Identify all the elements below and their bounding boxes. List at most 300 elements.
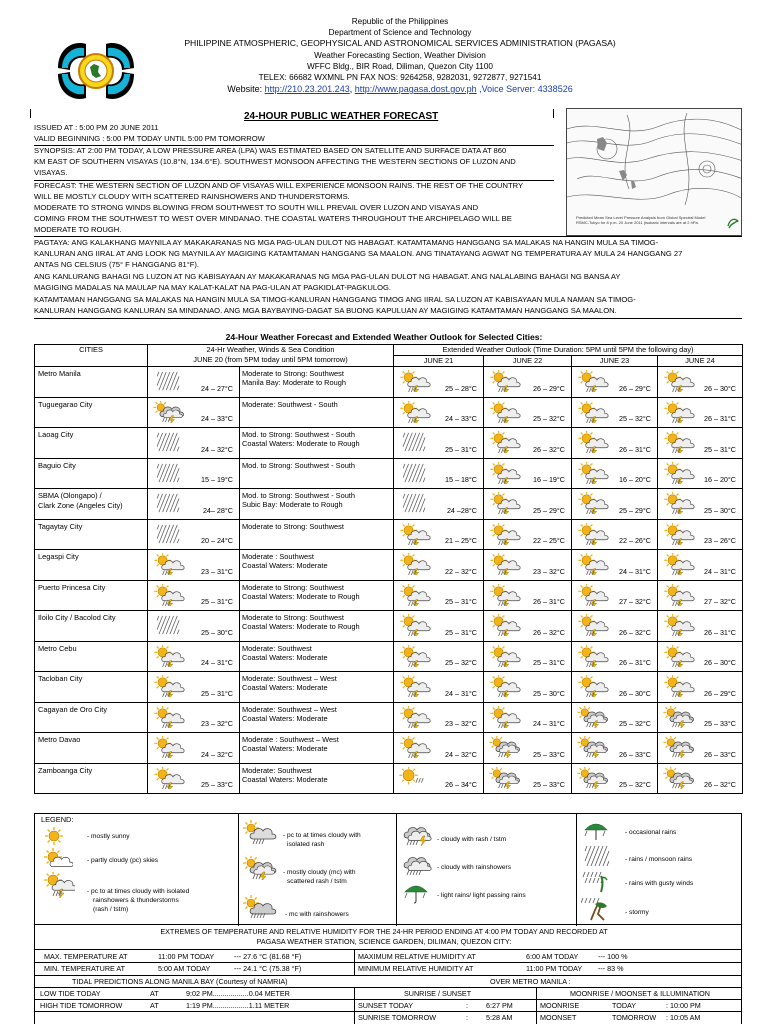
temperature-range: 20 – 24°C [200,536,233,545]
partly-cloudy-icon [43,848,73,870]
temperature-range: 25 – 32°C [618,414,651,423]
legend-pc-storm-3: (rash / tstm) [93,906,129,913]
pc-storm-icon [662,431,696,453]
temperature-range: 15 – 18°C [444,475,477,484]
outlook-cell [658,763,743,794]
legend-light-rains: - light rains/ light passing rains [437,892,526,899]
legend-col [239,814,397,926]
temperature-range: 16 – 19°C [532,475,565,484]
city-name [35,580,148,611]
min-rh-label: MINIMUM RELATIVE HUMIDITY AT [358,964,474,973]
pc-storm-icon [152,553,186,575]
divider [536,987,537,1024]
rain-icon [152,492,186,514]
header-day: JUNE 24 [658,356,743,367]
website-link-pagasa[interactable]: http://www.pagasa.dost.gov.ph [354,84,477,94]
today-forecast-cell [148,641,240,672]
pc-storm-icon [662,553,696,575]
pc-storm-icon [488,584,522,606]
pc-storm-icon [152,767,186,789]
pc-storm-icon [576,462,610,484]
wind-sea-condition [240,702,394,733]
outlook-cell [572,702,658,733]
header-day: JUNE 21 [394,356,484,367]
temperature-range: 26 – 29°C [532,383,565,393]
wind-sea-condition [240,733,394,764]
legend-mostly-sunny: - mostly sunny [87,833,130,840]
sea-condition: Coastal Waters: Moderate to Rough [242,591,360,601]
header-agency: PHILIPPINE ATMOSPHERIC, GEOPHYSICAL AND ASTRONOMICAL SERVICES ADMINISTRATION (PAGASA) [184,38,616,48]
wind-condition: Mod. to Strong: Southwest - South [242,430,355,439]
pc-storm-icon [398,675,432,697]
outlook-cell [394,763,484,794]
mc-storm-icon [662,767,696,789]
temperature-range: 25 – 30°C [703,505,736,515]
pc-storm-icon [488,523,522,545]
tagalog-line1: PAGTAYA: ANG KALAKHANG MAYNILA AY MAKAKARANAS NG MGA PAG-ULAN DULOT NG HABAGAT. KATAMTAMANG HANGGANG SA MALAKAS NA HANGIN MULA SA TIMOG- [34,238,659,247]
sunrise-value: 5:28 AM [486,1013,513,1022]
low-tide-label: LOW TIDE TODAY [40,989,101,998]
wind-condition: Moderate: Southwest [242,765,312,775]
forecast-line5: MODERATE TO ROUGH. [34,225,122,234]
outlook-cell [572,641,658,672]
wind-condition: Moderate: Southwest – West [242,704,337,714]
wind-condition: Mod. to Strong: Southwest - South [242,460,355,470]
sunset-label: SUNSET TODAY [358,1001,413,1010]
sunny-icon [43,826,65,846]
sea-condition: Coastal Waters: Moderate [242,774,328,784]
low-tide-value: 9:02 PM..................0.04 METER [186,989,290,998]
outlook-cell [394,672,484,703]
city-name [35,611,148,642]
mc-rainshowers-icon [243,894,277,918]
cloudy-storm-icon [401,822,433,846]
outlook-cell [484,367,572,398]
pc-storm-icon [398,736,432,758]
temperature-range: 25 – 31°C [444,444,477,454]
sea-condition: Coastal Waters: Moderate [242,652,328,662]
light-rain-umbrella-icon [401,880,433,904]
forecast-line2: WILL BE MOSTLY CLOUDY WITH SCATTERED RAINSHOWERS AND THUNDERSTORMS. [34,192,350,201]
moonrise-value: : 10:00 PM [666,1001,701,1010]
temperature-range: 26 – 31°C [618,658,651,667]
today-forecast-cell [148,428,240,459]
temperature-range: 26 – 32°C [703,780,736,789]
temperature-range: 25 – 32°C [618,780,651,789]
outlook-cell [394,702,484,733]
temperature-range: 24– 28°C [202,505,233,515]
city-name [35,428,148,459]
pc-storm-icon [488,492,522,514]
outlook-cell [484,733,572,764]
legend-pc-rash-1: - pc to at times cloudy with [283,832,361,839]
temperature-range: 26 – 30°C [618,688,651,698]
city-name [35,702,148,733]
voice-server: ,Voice Server: 4338526 [476,84,573,94]
pc-storm-icon [576,370,610,392]
min-temp-value: --- 24.1 °C (75.38 °F) [234,964,302,973]
table-row [35,611,743,642]
header-telex: TELEX: 66682 WXMNL PN FAX NOS: 9264258, 9282031, 9272877, 9271541 [258,73,542,82]
wind-sea-condition [240,641,394,672]
temperature-range: 26 – 29°C [618,383,651,393]
wind-sea-condition [240,550,394,581]
outlook-cell [658,580,743,611]
pc-rash-icon [243,820,277,844]
header-cities: CITIES [35,345,148,367]
pc-storm-icon [576,645,610,667]
today-forecast-cell [148,672,240,703]
today-forecast-cell [148,733,240,764]
table-row [35,367,743,398]
divider [34,962,742,963]
forecast-title: 24-HOUR PUBLIC WEATHER FORECAST [244,111,439,122]
pc-storm-icon [576,553,610,575]
legend-mc-rash-1: - mostly cloudy (mc) with [283,869,356,876]
table-row [35,641,743,672]
wind-condition: Mod. to Strong: Southwest - South [242,491,355,500]
outlook-cell [484,458,572,489]
pc-storm-icon [662,401,696,423]
outlook-cell [572,519,658,550]
divider [34,999,742,1000]
outlook-cell [484,611,572,642]
wind-sea-condition [240,489,394,520]
temperature-range: 25 – 32°C [618,719,651,728]
temperature-range: 23 – 32°C [532,566,565,576]
wind-condition: Moderate: Southwest - South [242,399,338,409]
temperature-range: 24 – 32°C [200,444,233,454]
pc-storm-icon [152,584,186,606]
outlook-cell [658,611,743,642]
pc-storm-icon [488,706,522,728]
temperature-range: 24 – 32°C [444,749,477,759]
outlook-cell [572,672,658,703]
sunny-storm-icon [398,767,432,789]
city-name [35,763,148,794]
moonset-value: : 10:05 AM [666,1013,701,1022]
temperature-range: 25 – 31°C [532,658,565,667]
pc-storm-icon [398,645,432,667]
pc-storm-icon [152,736,186,758]
extremes-title-1: EXTREMES OF TEMPERATURE AND RELATIVE HUMIDITY FOR THE 24-HR PERIOD ENDING AT 4:00 PM TODAY AND RECORDED AT [160,927,608,936]
temperature-range: 24 –28°C [446,505,477,515]
temperature-range: 25 – 32°C [444,658,477,667]
today-forecast-cell [148,367,240,398]
header-address: WFFC Bldg., BIR Road, Diliman, Quezon City 1100 [307,62,493,71]
max-rh-time: 6:00 AM TODAY [526,952,579,961]
legend-pc-storm-2: rainshowers & thunderstorms [93,897,179,904]
temperature-range: 25 – 33°C [532,749,565,759]
sea-condition: Coastal Waters: Moderate [242,713,328,723]
outlook-cell [572,367,658,398]
tides-title: TIDAL PREDICTIONS ALONG MANILA BAY (Courtesy of NAMRIA) [72,977,288,986]
legend-mc-rainshowers: - mc with rainshowers [285,911,349,918]
gusty-rain-icon [581,870,611,894]
synopsis-line2: KM EAST OF SOUTHERN VISAYAS (10.8°N, 134.6°E). SOUTHWEST MONSOON AFFECTING THE WESTERN SECTIONS OF LUZON AND [34,157,516,166]
table-row [35,489,743,520]
pc-storm-icon [488,614,522,636]
temperature-range: 23 – 31°C [200,566,233,576]
divider [34,236,742,237]
outlook-cell [658,733,743,764]
outlook-cell [572,763,658,794]
temperature-range: 24 – 31°C [200,658,233,667]
mc-storm-icon [488,767,522,789]
moonset-label: MOONSET [540,1013,577,1022]
header-website [150,84,650,95]
jma-icon [726,216,740,230]
city-name-text: SBMA (Olongapo) / [38,491,102,500]
temperature-range: 26 – 33°C [703,749,736,759]
sunrise-label: SUNRISE TOMORROW [358,1013,437,1022]
today-forecast-cell [148,519,240,550]
pc-storm-icon [488,675,522,697]
max-temp-value: --- 27.6 °C (81.68 °F) [234,952,302,961]
outlook-cell [572,611,658,642]
temperature-range: 24 – 33°C [200,414,233,423]
valid-beginning: VALID BEGINNING : 5:00 PM TODAY UNTIL 5:00 PM TOMORROW [34,134,265,143]
legend-monsoon-rains: - rains / monsoon rains [625,856,693,863]
temperature-range: 23 – 32°C [200,719,233,728]
tagalog-line2: KANLURAN ANG IIRAL AT ANG LOOK NG MAYNILA AY MAGIGING KATAMTAMAN HANGGANG SA MAALON. ANG TINATAYANG AGWAT NG TEMPERATURA AY MULA 24 HANGGANG 27 [34,249,683,258]
outlook-cell [572,397,658,428]
legend [34,813,742,925]
pc-storm-icon [43,872,75,898]
legend-col [577,814,743,926]
sea-condition: Coastal Waters: Moderate [242,683,328,692]
temperature-range: 25 – 30°C [532,688,565,698]
divider [34,987,742,988]
divider [34,949,742,950]
city-name-text: Legaspi City [38,552,79,561]
table-row [35,672,743,703]
forecast-line3: MODERATE TO STRONG WINDS BLOWING FROM SOUTHWEST TO SOUTH WILL PREVAIL OVER LUZON AND VISAYAS AND [34,203,479,212]
table-title: 24-Hour Weather Forecast and Extended Weather Outlook for Selected Cities: [225,332,543,342]
temperature-range: 26 – 32°C [532,444,565,454]
website-separator: , [349,84,355,94]
outlook-cell [394,550,484,581]
temperature-range: 25 – 33°C [200,780,233,789]
legend-gusty-winds: - rains with gusty winds [625,880,694,887]
temperature-range: 25 – 31°C [444,597,477,606]
rain-icon [152,370,186,392]
over-metro-manila: OVER METRO MANILA : [490,977,571,986]
rain-icon [152,614,186,636]
table-row [35,550,743,581]
temperature-range: 26 – 31°C [703,414,736,423]
tagalog-line5: MAGIGING MADALAS NA MAULAP NA MAY KALAT-KALAT NA PAG-ULAN AT PAGKIDLAT-PAGKULOG. [34,283,392,292]
table-row [35,702,743,733]
city-name-text: Puerto Princesa City [38,582,106,592]
tagalog-line3: ANTAS NG CELSIUS (75° F HANGGANG 81°F). [34,260,200,269]
wind-sea-condition [240,763,394,794]
wind-sea-condition [240,672,394,703]
today-forecast-cell [148,550,240,581]
forecast-line1: FORECAST: THE WESTERN SECTION OF LUZON AND OF VISAYAS WILL EXPERIENCE MONSOON RAINS. THE REST OF THE COUNTRY [34,181,524,190]
pc-storm-icon [152,645,186,667]
rain-icon [398,462,432,484]
temperature-range: 23 – 26°C [703,536,736,545]
city-name-text: Iloilo City / Bacolod City [38,613,116,622]
table-row [35,397,743,428]
temperature-range: 25 – 32°C [532,414,565,423]
outlook-cell [484,580,572,611]
rain-icon [398,431,432,453]
sea-condition: Coastal Waters: Moderate [242,744,328,753]
wind-sea-condition [240,580,394,611]
temperature-range: 26 – 33°C [618,749,651,759]
outlook-cell [572,733,658,764]
pc-storm-icon [576,401,610,423]
outlook-cell [658,550,743,581]
table-body [35,367,743,794]
legend-title: LEGEND: [41,815,74,824]
outlook-cell [484,550,572,581]
temperature-range: 25 – 31°C [200,597,233,606]
pc-storm-icon [488,462,522,484]
pc-storm-icon [398,553,432,575]
outlook-cell [394,397,484,428]
pc-storm-icon [662,492,696,514]
table-row [35,519,743,550]
city-name-text: Tuguegarao City [38,399,93,409]
pc-storm-icon [398,706,432,728]
header-department: Department of Science and Technology [328,28,472,37]
temperature-range: 21 – 25°C [444,536,477,545]
pc-storm-icon [576,614,610,636]
pc-storm-icon [662,675,696,697]
outlook-cell [484,428,572,459]
outlook-cell [394,733,484,764]
city-name [35,458,148,489]
wind-condition: Moderate : Southwest – West [242,735,339,744]
temperature-range: 25 – 31°C [703,444,736,454]
header-day: JUNE 22 [484,356,572,367]
outlook-cell [484,641,572,672]
city-name-text: Metro Cebu [38,643,77,653]
city-forecast-table [34,344,743,794]
outlook-cell [394,489,484,520]
monsoon-rain-icon [581,844,611,868]
sunset-sep: : [466,1001,468,1010]
legend-cloudy-rainshowers: - cloudy with rainshowers [437,864,512,871]
temperature-range: 24 – 31°C [444,688,477,698]
outlook-cell [658,702,743,733]
outlook-cell [394,458,484,489]
min-temp-time: 5:00 AM TODAY [158,964,211,973]
stormy-tree-icon [581,896,611,922]
wind-sea-condition [240,397,394,428]
city-name [35,672,148,703]
city-name-text: Cagayan de Oro City [38,704,108,714]
pc-storm-icon [398,523,432,545]
divider [34,975,742,976]
outlook-cell [572,458,658,489]
website-link-ip[interactable]: http://210.23.201.243 [264,84,350,94]
today-forecast-cell [148,611,240,642]
outlook-cell [658,458,743,489]
outlook-cell [394,611,484,642]
legend-stormy: - stormy [625,909,649,916]
outlook-cell [658,367,743,398]
city-name-text: Zamboanga City [38,765,93,775]
pc-storm-icon [662,462,696,484]
city-name-text: Tagaytay City [38,521,83,531]
temperature-range: 25 – 33°C [703,719,736,728]
pc-storm-icon [662,523,696,545]
max-temp-time: 11:00 PM TODAY [158,952,215,961]
sea-condition: Coastal Waters: Moderate [242,561,328,570]
city-name-text: Metro Davao [38,735,81,744]
temperature-range: 24 – 31°C [532,719,565,728]
header-24hr-line1: 24-Hr Weather, Winds & Sea Condition [206,345,335,354]
pc-storm-icon [576,523,610,545]
outlook-cell [658,489,743,520]
rain-icon [152,431,186,453]
tagalog-line6: KATAMTAMAN HANGGANG SA MALAKAS NA HANGIN MULA SA TIMOG-KANLURAN HANGGANG TIMOG ANG IIRAL SA LUZON AT KABISAYAAN MULA NAMAN SA TIMOG- [34,295,636,304]
city-name [35,489,148,520]
city-name [35,733,148,764]
legend-col [35,814,239,926]
temperature-range: 15 – 19°C [200,475,233,484]
divider [34,318,742,319]
divider [34,1011,742,1012]
high-tide-label: HIGH TIDE TOMORROW [40,1001,123,1010]
min-temp-label: MIN. TEMPERATURE AT [44,964,126,973]
table-row [35,580,743,611]
corner-mark [553,109,554,118]
pc-storm-icon [152,675,186,697]
low-tide-at: AT [150,989,159,998]
outlook-cell [484,672,572,703]
max-rh-value: --- 100 % [598,952,628,961]
pc-storm-icon [398,370,432,392]
temperature-range: 24 – 31°C [703,566,736,576]
mc-storm-icon [152,401,186,423]
temperature-range: 25 – 29°C [532,505,565,515]
moonrise-day: TODAY [612,1001,637,1010]
outlook-cell [484,519,572,550]
max-temp-label: MAX. TEMPERATURE AT [44,952,128,961]
wind-condition: Moderate: Southwest – West [242,674,337,683]
temperature-range: 25 – 30°C [200,627,233,637]
table-row [35,763,743,794]
pc-storm-icon [398,614,432,636]
mc-storm-icon [576,706,610,728]
sea-condition: Subic Bay: Moderate to Rough [242,500,343,509]
temperature-range: 26 – 31°C [618,444,651,454]
header-day: JUNE 23 [572,356,658,367]
city-name [35,550,148,581]
legend-cloudy-tstm: - cloudy with rash / tstm [437,836,507,843]
today-forecast-cell [148,397,240,428]
pc-storm-icon [488,370,522,392]
outlook-cell [572,428,658,459]
temperature-range: 25 – 31°C [444,627,477,637]
legend-pc-rash-2: isolated rash [287,841,325,848]
moonrise-label: MOONRISE [540,1001,580,1010]
temperature-range: 23 – 32°C [444,719,477,728]
pc-storm-icon [488,401,522,423]
outlook-cell [572,489,658,520]
temperature-range: 25 – 29°C [618,505,651,515]
min-rh-value: --- 83 % [598,964,624,973]
temperature-range: 26 – 32°C [618,627,651,637]
outlook-cell [484,763,572,794]
header-republic: Republic of the Philippines [351,17,449,26]
temperature-range: 24 – 31°C [618,566,651,576]
